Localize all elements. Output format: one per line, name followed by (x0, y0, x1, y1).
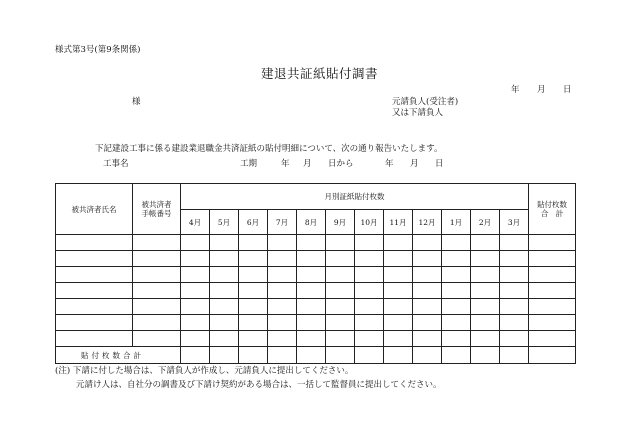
addressee-suffix: 様 (132, 97, 141, 107)
table-cell (529, 299, 576, 315)
col-header-monthly: 月別証紙貼付枚数 (181, 184, 529, 210)
table-cell (181, 299, 210, 315)
table-cell (355, 283, 384, 299)
date-day: 日 (563, 85, 572, 95)
table-row (56, 235, 576, 251)
period-month-2: 月 (410, 159, 419, 169)
subcontractor-label: 又は下請負人 (392, 108, 444, 118)
table-cell (471, 331, 500, 347)
total-cell (500, 347, 529, 364)
table-cell (239, 299, 268, 315)
table-cell (442, 251, 471, 267)
table-row (56, 299, 576, 315)
form-number: 様式第3号(第9条関係) (55, 45, 141, 55)
table-cell (384, 283, 413, 299)
total-cell (297, 347, 326, 364)
table-cell (133, 299, 181, 315)
month-header: 6月 (239, 210, 268, 235)
total-cell (268, 347, 297, 364)
table-body (56, 235, 576, 347)
table-row (56, 315, 576, 331)
table-cell (297, 315, 326, 331)
total-cell (326, 347, 355, 364)
table-cell (471, 235, 500, 251)
table-cell (297, 331, 326, 347)
stamp-table (55, 183, 576, 364)
table-cell (471, 267, 500, 283)
table-cell (500, 235, 529, 251)
table-cell (239, 267, 268, 283)
table-cell (384, 331, 413, 347)
table-cell (442, 267, 471, 283)
table-cell (384, 267, 413, 283)
table-cell (210, 315, 239, 331)
table-cell (56, 315, 133, 331)
table-cell (500, 283, 529, 299)
period-year-1: 年 (281, 159, 290, 169)
project-name-label: 工事名 (103, 159, 129, 169)
table-cell (326, 315, 355, 331)
table-cell (181, 283, 210, 299)
table-cell (326, 235, 355, 251)
table-cell (384, 315, 413, 331)
col-header-total-line2: 合 計 (540, 209, 564, 218)
table-cell (210, 235, 239, 251)
table-cell (355, 251, 384, 267)
table-cell (326, 299, 355, 315)
col-header-total-line1: 貼付枚数 (537, 199, 568, 209)
table-cell (471, 251, 500, 267)
table-cell (442, 299, 471, 315)
total-cell (413, 347, 442, 364)
month-header: 10月 (355, 210, 384, 235)
month-header: 3月 (500, 210, 529, 235)
table-cell (500, 331, 529, 347)
table-cell (471, 283, 500, 299)
table-cell (239, 235, 268, 251)
table-cell (133, 315, 181, 331)
table-row (56, 283, 576, 299)
table-cell (500, 315, 529, 331)
month-header: 8月 (297, 210, 326, 235)
total-cell (210, 347, 239, 364)
table-cell (413, 315, 442, 331)
table-cell (297, 235, 326, 251)
table-cell (56, 283, 133, 299)
table-cell (529, 251, 576, 267)
month-header: 4月 (181, 210, 210, 235)
form-title: 建退共証紙貼付調書 (261, 66, 379, 81)
table-cell (529, 267, 576, 283)
col-header-total (529, 184, 576, 235)
table-cell (326, 267, 355, 283)
table-cell (210, 331, 239, 347)
table-cell (413, 251, 442, 267)
table-cell (181, 235, 210, 251)
table-cell (355, 235, 384, 251)
total-cell (442, 347, 471, 364)
table-cell (500, 299, 529, 315)
table-cell (56, 235, 133, 251)
table-cell (56, 299, 133, 315)
note-1: (注) 下請に付した場合は、下請負人が作成し、元請負人に提出してください。 (55, 366, 354, 376)
contractor-label: 元請負人(受注者) (392, 97, 459, 107)
total-row-label: 貼付枚数合計 (56, 347, 181, 364)
table-cell (500, 267, 529, 283)
table-cell (326, 331, 355, 347)
table-cell (297, 251, 326, 267)
table-cell (268, 331, 297, 347)
table-cell (133, 331, 181, 347)
table-cell (210, 283, 239, 299)
table-cell (56, 267, 133, 283)
table-cell (297, 267, 326, 283)
table-cell (326, 283, 355, 299)
table-cell (529, 315, 576, 331)
table-cell (471, 299, 500, 315)
total-cell (181, 347, 210, 364)
table-cell (384, 299, 413, 315)
month-header: 12月 (413, 210, 442, 235)
period-from: 日から (328, 159, 354, 169)
table-cell (181, 331, 210, 347)
table-cell (133, 283, 181, 299)
table-cell (239, 251, 268, 267)
total-cell (471, 347, 500, 364)
table-cell (529, 331, 576, 347)
table-cell (239, 283, 268, 299)
table-cell (239, 331, 268, 347)
col-header-name: 被共済者氏名 (56, 184, 133, 235)
table-cell (384, 251, 413, 267)
table-cell (413, 267, 442, 283)
month-header: 5月 (210, 210, 239, 235)
total-cell (529, 347, 576, 364)
table-cell (56, 251, 133, 267)
table-cell (268, 283, 297, 299)
total-row (56, 347, 576, 364)
table-cell (413, 235, 442, 251)
table-cell (413, 331, 442, 347)
table-cell (133, 251, 181, 267)
total-cell (239, 347, 268, 364)
table-row (56, 331, 576, 347)
table-row (56, 251, 576, 267)
table-cell (268, 251, 297, 267)
table-cell (529, 283, 576, 299)
col-header-book-line1: 被共済者 (141, 199, 172, 209)
table-cell (471, 315, 500, 331)
table-cell (529, 235, 576, 251)
table-cell (268, 267, 297, 283)
table-cell (355, 315, 384, 331)
date-year: 年 (511, 85, 520, 95)
note-2: 元請け人は、自社分の調書及び下請け契約がある場合は、一括して監督員に提出してください。 (76, 380, 442, 390)
table-cell (181, 267, 210, 283)
table-cell (239, 315, 268, 331)
month-header: 2月 (471, 210, 500, 235)
table-cell (56, 331, 133, 347)
table-cell (413, 299, 442, 315)
period-label: 工期 (240, 159, 258, 169)
table-cell (442, 331, 471, 347)
month-header: 7月 (268, 210, 297, 235)
intro-text: 下記建設工事に係る建設業退職金共済証紙の貼付明細について、次の通り報告いたします。 (95, 144, 443, 154)
table-cell (413, 283, 442, 299)
period-day-2: 日 (435, 159, 444, 169)
period-month-1: 月 (303, 159, 312, 169)
table-row (56, 267, 576, 283)
table-cell (297, 299, 326, 315)
table-cell (210, 267, 239, 283)
date-month: 月 (537, 85, 546, 95)
table-cell (384, 235, 413, 251)
total-cell (384, 347, 413, 364)
month-header: 9月 (326, 210, 355, 235)
table-cell (268, 315, 297, 331)
table-cell (133, 235, 181, 251)
table-cell (268, 235, 297, 251)
table-cell (133, 267, 181, 283)
table-cell (355, 331, 384, 347)
table-cell (500, 251, 529, 267)
table-cell (442, 315, 471, 331)
period-year-2: 年 (385, 159, 394, 169)
table-cell (326, 251, 355, 267)
table-cell (181, 315, 210, 331)
col-header-book (133, 184, 181, 235)
table-cell (442, 283, 471, 299)
table-cell (442, 235, 471, 251)
table-cell (181, 251, 210, 267)
col-header-book-line2: 手帳番号 (141, 209, 172, 218)
month-header: 1月 (442, 210, 471, 235)
table-cell (355, 267, 384, 283)
table-cell (355, 299, 384, 315)
month-header: 11月 (384, 210, 413, 235)
table-cell (297, 283, 326, 299)
total-cell (355, 347, 384, 364)
table-cell (210, 251, 239, 267)
table-cell (210, 299, 239, 315)
table-cell (268, 299, 297, 315)
